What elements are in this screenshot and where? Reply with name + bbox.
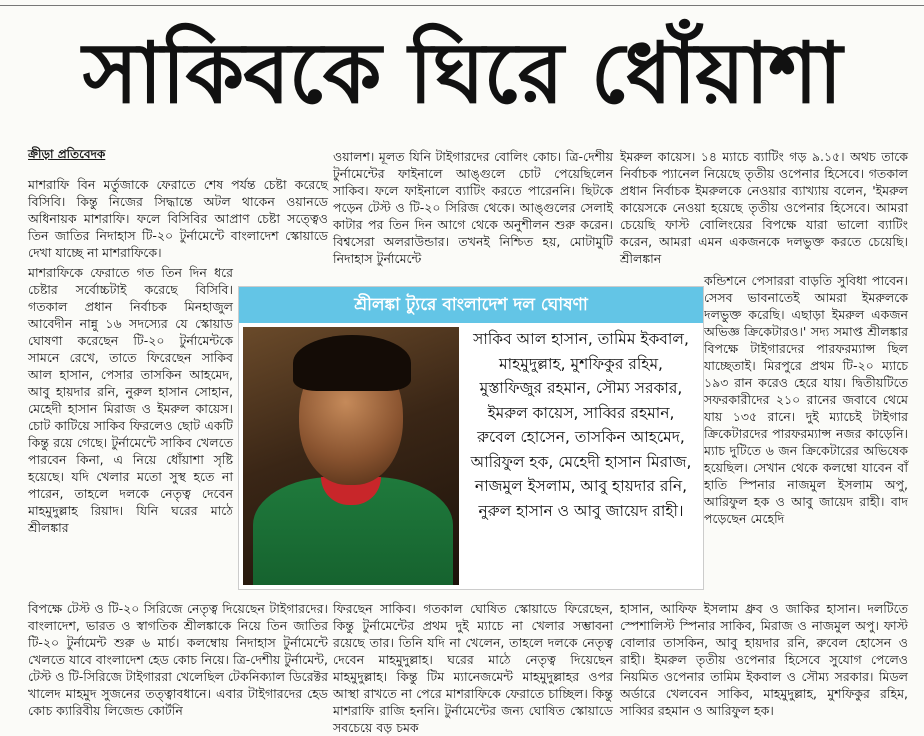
col3-paragraph-1: ইমরুল কায়েস। ১৪ ম্যাচে ব্যাটিং গড় ৯.১৫। অথচ তাকে নির্বাচক প্যানেল নিয়েছে তৃতীয় ওপেনার হিসেবে। গতকাল প্রধান নির্বাচক ইমরুলকে নেওয়ার ব্যাখ্যায় বলেন, 'ইমরুল কায়েসকে নেওয়া হয়েছে তৃতীয় ওপেনার হিসেবে। আমরা চেয়েছি ফাস্ট বোলিংয়ের বিপক্ষে যারা ভালো ব্যাটিং করেন, আমরা এমন একজনকে দলভুক্ত করতে চেয়েছি। শ্রীলঙ্কান	[620, 149, 908, 266]
col1-paragraph-2: মাশরাফিকে ফেরাতে গত তিন দিন ধরে চেষ্টার সর্বোচ্চটাই করেছে বিসিবি। গতকাল প্রধান নির্বাচক মিনহাজুল আবেদীন নান্নু ১৬ সদস্যের যে স্কোয়াড ঘোষণা করেছেন টি-২০ টুর্নামেন্টকে সামনে রেখে, তাতে ফিরেছেন সাকিব আল হাসান, পেসার তাসকিন আহমেদ, আবু হায়দার রনি, নুরুল হাসান সোহান, মেহেদী হাসান মিরাজ ও ইমরুল কায়েস। চোট কাটিয়ে সাকিব ফিরলেও ছোট একটি কিন্তু রয়ে গেছে। টুর্নামেন্টে সাকিব খেলতে পারবেন কিনা, এ নিয়ে ধোঁয়াশা সৃষ্টি হয়েছে। যদি খেলার মতো সুস্থ হতে না পারেন, তাহলে দলকে নেতৃত্ব দেবেন মাহমুদুল্লাহ রিয়াদ। যিনি ঘরের মাঠে শ্রীলঙ্কার	[28, 265, 233, 535]
player-photo	[243, 327, 459, 585]
squad-list: সাকিব আল হাসান, তামিম ইকবাল, মাহমুদুল্লাহ, মুশফিকুর রহিম, মুস্তাফিজুর রহমান, সৌম্য সরকার, ইমরুল কায়েস, সাব্বির রহমান, রুবেল হোসেন, তাসকিন আহমেদ, আরিফুল হক, মেহেদী হাসান মিরাজ, নাজমুল ইসলাম, আবু হায়দার রনি, নুরুল হাসান ও আবু জায়েদ রাহী।	[470, 330, 692, 520]
headline: সাকিবকে ঘিরে ধোঁয়াশা	[82, 24, 842, 122]
col3-paragraph-3: হাসান, আফিফ ইসলাম ধ্রুব ও জাকির হাসান। দলটিতে স্পেশালিস্ট স্পিনার সাকিব, মিরাজ ও নাজমুল অপু। ফাস্ট বোলার তাসকিন, আবু হায়দার রনি, রুবেল হোসেন ও রাহী। ইমরুল তৃতীয় ওপেনার হিসেবে সুযোগ পেলেও নিয়মিত ওপেনার তামিম ইকবাল ও সৌম্য সরকার। মিডল অর্ডারে খেলবেন সাকিব, মাহমুদুল্লাহ, মুশফিকুর রহিম, সাব্বির রহমান ও আরিফুল হক।	[620, 601, 908, 718]
col1-paragraph-1: মাশরাফি বিন মর্তুজাকে ফেরাতে শেষ পর্যন্ত চেষ্টা করেছে বিসিবি। কিন্তু নিজের সিদ্ধান্তে অটল থাকেন ওয়ানডে অধিনায়ক মাশরাফি। ফলে বিসিবির আপ্রাণ চেষ্টা সত্ত্বেও তিন জাতির নিদাহাস টি-২০ টুর্নামেন্টে বাংলাদেশ স্কোয়াডে দেখা যাচ্ছে না মাশরাফিকে।	[28, 177, 328, 260]
squad-box-title: শ্রীলঙ্কা ট্যুরে বাংলাদেশ দল ঘোষণা	[239, 287, 703, 323]
squad-box	[238, 286, 704, 590]
col3-paragraph-2: কন্ডিশনে পেসাররা বাড়তি সুবিধা পাবেন। সেসব ভাবনাতেই আমরা ইমরুলকে দলভুক্ত করেছি। এছাড়া ইমরুল একজন অভিজ্ঞ ক্রিকেটারও।' সদ্য সমাপ্ত শ্রীলঙ্কার বিপক্ষে টাইগারদের পারফরম্যান্স ছিল যাচ্ছেতাই। মিরপুরে প্রথম টি-২০ ম্যাচে ১৯৩ রান করেও হেরে যায়। দ্বিতীয়টিতে সফরকারীদের ২১০ রানের জবাবে থেমে যায় ১৩৫ রানে। দুই ম্যাচেই টাইগার ক্রিকেটারদের পারফরম্যান্স নজর কাড়েনি। ম্যাচ দুটিতে ৬ জন ক্রিকেটারের অভিষেক হয়েছিল। সেখান থেকে কলম্বো যাবেন বাঁ হাতি স্পিনার নাজমুল ইসলাম অপু, আরিফুল হক ও আবু জায়েদ রাহী। বাদ পড়েছেন মেহেদি	[704, 273, 908, 526]
byline: ক্রীড়া প্রতিবেদক	[28, 147, 106, 161]
col2-paragraph-2: ফিরছেন সাকিব। গতকাল ঘোষিত স্কোয়াডে ফিরেছেন, কিন্তু টুর্নামেন্টের প্রথম দুই ম্যাচে না খেলার সম্ভাবনা রয়েছে তার। তিনি যদি না খেলেন, তাহলে দলকে নেতৃত্ব দেবেন মাহমুদুল্লাহ। ঘরের মাঠে নেতৃত্ব দিয়েছেন মাহমুদুল্লাহ। কিন্তু টিম ম্যানেজমেন্ট মাহমুদুল্লাহর ওপর আস্থা রাখতে না পেরে মাশরাফিকে ফেরাতে চাচ্ছিল। কিন্তু মাশরাফি রাজি হননি। টুর্নামেন্টের জন্য ঘোষিত স্কোয়াডে সবচেয়ে বড় চমক	[333, 601, 613, 735]
col1-paragraph-3: বিপক্ষে টেস্ট ও টি-২০ সিরিজে নেতৃত্ব দিয়েছেন টাইগারদের। বাংলাদেশ, ভারত ও স্বাগতিক শ্রীলঙ্কাকে নিয়ে তিন জাতির টি-২০ টুর্নামেন্ট শুরু ৬ মার্চ। কলম্বোয় নিদাহাস টুর্নামেন্টে খেলতে যাবে বাংলাদেশ হেড কোচ নিয়ে। ত্রি-দেশীয় টুর্নামেন্ট, টেস্ট ও টি-সিরিজে টাইগাররা খেলেছিল টেকনিক্যাল ডিরেক্টর খালেদ মাহমুদ সুজনের তত্ত্বাবধানে। এবার টাইগারদের হেড কোচ ক্যারিবীয় লিজেন্ড কোর্টনি	[28, 601, 328, 718]
col2-paragraph-1: ওয়ালশ। মূলত যিনি টাইগারদের বোলিং কোচ। ত্রি-দেশীয় টুর্নামেন্টের ফাইনালে আঙ্গুলে চোট পেয়েছিলেন সাকিব। ফলে ফাইনালে ব্যাটিং করতে পারেননি। ছিটকে পড়েন টেস্ট ও টি-২০ সিরিজ থেকে। আঙ্গুলের সেলাই কাটার পর তিন দিন আগে থেকে অনুশীলন শুরু করেন। বিশ্বসেরা অলরাউন্ডার। তখনই নিশ্চিত হয়, মোটামুটি নিদাহাস টুর্নামেন্টে	[333, 149, 613, 266]
player-hair	[293, 335, 411, 391]
top-rule	[0, 5, 924, 6]
